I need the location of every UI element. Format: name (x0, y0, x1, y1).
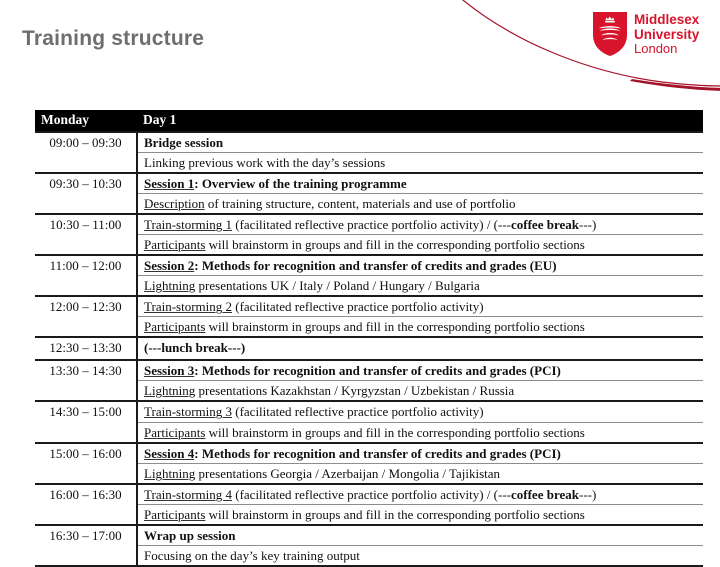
crown-and-chevrons-shield-icon (592, 11, 628, 57)
table-row (35, 255, 703, 296)
page-title: Training structure (22, 27, 205, 50)
text-segment: Lightning (144, 383, 196, 399)
text-segment: Bridge session (144, 134, 224, 150)
text-segment: : (194, 445, 202, 461)
logo-wordmark (634, 12, 699, 57)
session-detail-line (138, 275, 703, 295)
text-segment: of training structure, content, materials and use of portfolio (204, 195, 516, 211)
session-title-line (138, 402, 703, 421)
text-segment: : (194, 257, 202, 273)
text-segment: (facilitated reflective practice portfolio activity) / (--- (232, 216, 511, 232)
text-segment: presentations Kazakhstan / Kyrgyzstan / Uzbekistan / Russia (195, 383, 515, 399)
text-segment: Participants (144, 319, 206, 335)
session-description-cell (137, 525, 703, 566)
session-title-line (138, 361, 703, 380)
time-slot-cell: 16:00 – 16:30 (35, 484, 137, 525)
session-title-line (138, 297, 703, 316)
text-segment: Session 4 (144, 445, 195, 461)
text-segment: Wrap up session (144, 527, 236, 543)
text-segment: Session 3 (144, 363, 195, 379)
session-title-line (138, 526, 703, 545)
time-slot-cell: 12:00 – 12:30 (35, 296, 137, 337)
table-row (35, 360, 703, 401)
text-segment: Lightning (144, 278, 196, 294)
session-title-line (138, 485, 703, 504)
text-segment: Methods for recognition and transfer of credits and grades (EU) (201, 257, 557, 273)
session-description-cell (137, 360, 703, 401)
text-segment: (facilitated reflective practice portfolio activity) / (--- (232, 486, 511, 502)
text-segment: coffee break (511, 216, 579, 232)
logo-line-2: University (634, 27, 700, 43)
time-slot-cell: 15:00 – 16:00 (35, 443, 137, 484)
time-slot-cell: 09:00 – 09:30 (35, 132, 137, 173)
middlesex-university-london-logo (592, 11, 704, 69)
text-segment: Session 1 (144, 175, 195, 191)
text-segment: (--- (144, 340, 162, 356)
schedule-table-body (35, 132, 703, 567)
text-segment: Focusing on the day’s key training output (144, 548, 360, 563)
session-detail-line (138, 380, 703, 400)
table-header-row (35, 110, 703, 132)
session-description-cell (137, 443, 703, 484)
text-segment: ---) (578, 486, 597, 502)
text-segment: Lightning (144, 465, 196, 481)
time-slot-cell: 10:30 – 11:00 (35, 214, 137, 255)
text-segment: Methods for recognition and transfer of credits and grades (PCI) (201, 445, 561, 461)
session-detail-line (138, 422, 703, 442)
text-segment: Linking previous work with the day’s sessions (144, 154, 386, 170)
slide-header (0, 0, 720, 100)
text-segment: will brainstorm in groups and fill in the corresponding portfolio sections (205, 506, 585, 522)
time-slot-cell: 09:30 – 10:30 (35, 173, 137, 214)
table-row (35, 443, 703, 484)
session-detail-line (138, 316, 703, 336)
session-detail-line (138, 545, 703, 565)
session-title-line (138, 133, 703, 152)
column-header-programme: Day 1 (137, 110, 703, 132)
time-slot-cell: 16:30 – 17:00 (35, 525, 137, 566)
text-segment: (facilitated reflective practice portfolio activity) (232, 299, 484, 315)
text-segment: Train-storming 4 (144, 486, 232, 502)
table-row (35, 525, 703, 566)
session-title-line (138, 444, 703, 463)
session-detail-line (138, 234, 703, 254)
text-segment: Participants (144, 506, 206, 522)
text-segment: (facilitated reflective practice portfolio activity) (232, 404, 484, 420)
table-row (35, 484, 703, 525)
session-description-cell (137, 255, 703, 296)
text-segment: Participants (144, 424, 206, 440)
logo-line-3: London (634, 41, 678, 57)
table-row (35, 214, 703, 255)
text-segment: will brainstorm in groups and fill in the corresponding portfolio sections (205, 319, 585, 335)
session-description-cell (137, 173, 703, 214)
session-detail-line (138, 463, 703, 483)
session-detail-line (138, 504, 703, 524)
time-slot-cell: 11:00 – 12:00 (35, 255, 137, 296)
text-segment: : (194, 363, 202, 379)
text-segment: : (194, 175, 202, 191)
schedule-table (35, 110, 703, 567)
text-segment: will brainstorm in groups and fill in the corresponding portfolio sections (205, 424, 585, 440)
session-description-cell (137, 132, 703, 173)
session-detail-line (138, 193, 703, 213)
session-description-cell (137, 337, 703, 360)
session-title-line (138, 338, 703, 357)
time-slot-cell: 13:30 – 14:30 (35, 360, 137, 401)
logo-line-1: Middlesex (634, 12, 700, 27)
session-description-cell (137, 401, 703, 442)
text-segment: Overview of the training programme (201, 175, 407, 191)
column-header-day: Monday (35, 110, 137, 132)
text-segment: presentations UK / Italy / Poland / Hungary / Bulgaria (195, 278, 480, 294)
time-slot-cell: 12:30 – 13:30 (35, 337, 137, 360)
text-segment: Train-storming 1 (144, 216, 232, 232)
training-schedule (35, 110, 703, 567)
session-title-line (138, 256, 703, 275)
table-row (35, 337, 703, 360)
text-segment: Participants (144, 236, 206, 252)
text-segment: presentations Georgia / Azerbaijan / Mongolia / Tajikistan (195, 465, 501, 481)
session-description-cell (137, 296, 703, 337)
text-segment: ---) (227, 340, 246, 356)
time-slot-cell: 14:30 – 15:00 (35, 401, 137, 442)
text-segment: will brainstorm in groups and fill in the corresponding portfolio sections (205, 236, 585, 252)
session-description-cell (137, 214, 703, 255)
session-detail-line (138, 152, 703, 172)
session-description-cell (137, 484, 703, 525)
table-row (35, 132, 703, 173)
text-segment: coffee break (511, 486, 579, 502)
text-segment: lunch break (161, 340, 228, 356)
text-segment: ---) (578, 216, 597, 232)
session-title-line (138, 174, 703, 193)
text-segment: Methods for recognition and transfer of credits and grades (PCI) (201, 363, 561, 379)
schedule-table-head (35, 110, 703, 132)
text-segment: Session 2 (144, 257, 195, 273)
session-title-line (138, 215, 703, 234)
text-segment: Train-storming 3 (144, 404, 232, 420)
text-segment: Train-storming 2 (144, 299, 232, 315)
text-segment: Description (144, 195, 205, 211)
table-row (35, 296, 703, 337)
table-row (35, 401, 703, 442)
table-row (35, 173, 703, 214)
